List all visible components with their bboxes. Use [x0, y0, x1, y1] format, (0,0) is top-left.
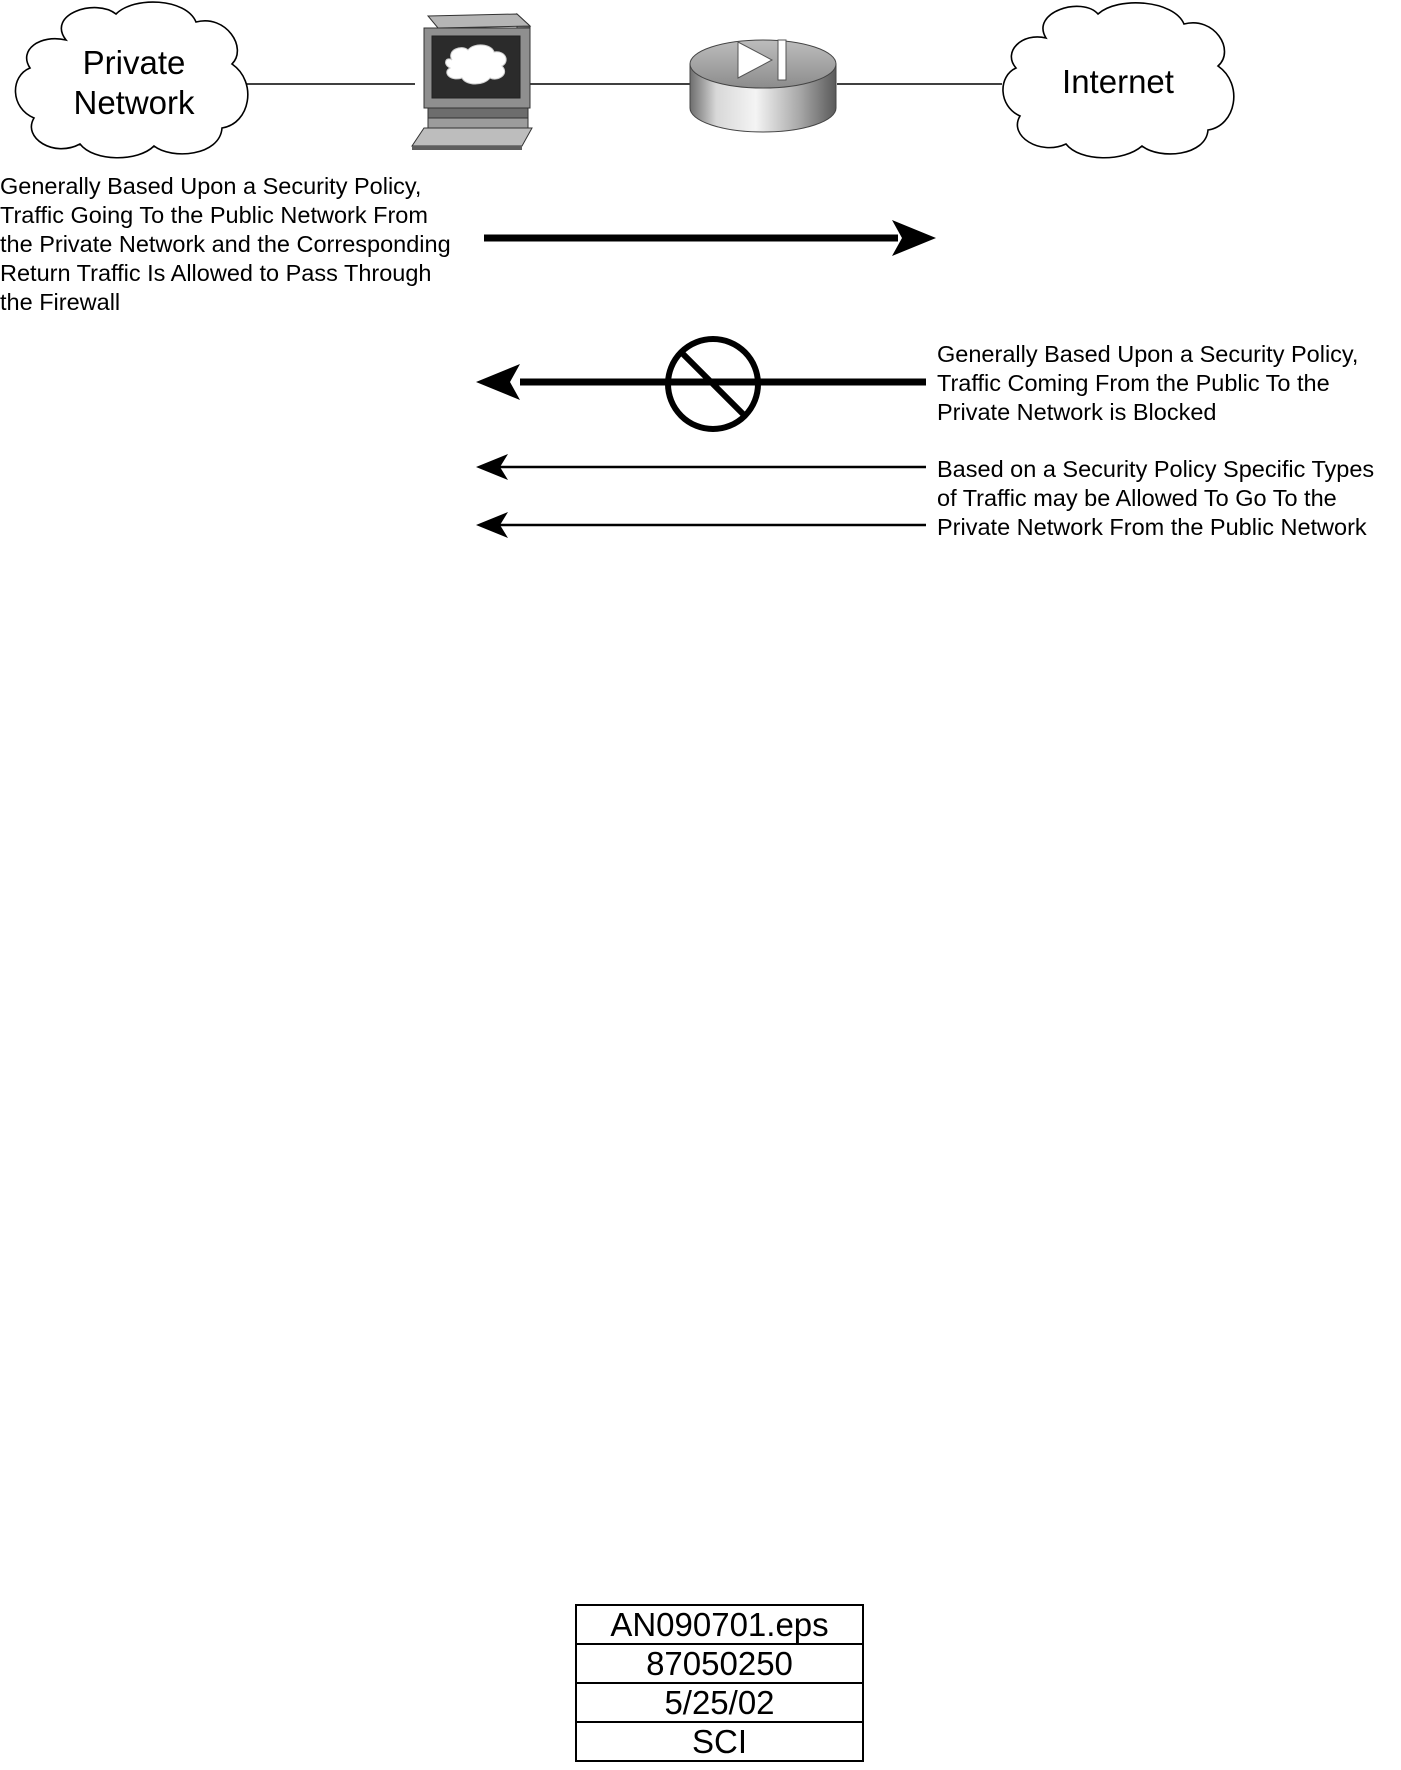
- blocked-description: [937, 340, 1358, 427]
- blocked-description-line: Traffic Coming From the Public To the: [937, 370, 1330, 396]
- allowed-inbound-description: [937, 455, 1374, 542]
- file-label-number: 87050250: [577, 1645, 862, 1684]
- file-label-date: 5/25/02: [577, 1684, 862, 1723]
- internet-label: Internet: [1062, 63, 1174, 100]
- outbound-description: [0, 172, 451, 317]
- allowed-description-line: of Traffic may be Allowed To Go To the: [937, 485, 1337, 511]
- outbound-description-line: Generally Based Upon a Security Policy,: [0, 173, 422, 199]
- allowed-description-line: Private Network From the Public Network: [937, 514, 1367, 540]
- inbound-allowed-arrow-1: [476, 454, 926, 480]
- file-label-filename: AN090701.eps: [577, 1606, 862, 1645]
- allowed-description-line: Based on a Security Policy Specific Types: [937, 456, 1375, 482]
- private-network-label-line2: Network: [73, 84, 195, 121]
- blocked-description-line: Generally Based Upon a Security Policy,: [937, 341, 1359, 367]
- outbound-description-line: Traffic Going To the Public Network From: [0, 202, 428, 228]
- outbound-description-line: Return Traffic Is Allowed to Pass Through: [0, 260, 432, 286]
- inbound-allowed-arrow-2: [476, 512, 926, 538]
- blocked-description-line: Private Network is Blocked: [937, 399, 1217, 425]
- internet-cloud: [1003, 3, 1234, 158]
- outbound-allowed-arrow: [484, 220, 936, 256]
- outbound-description-line: the Private Network and the Corresponding: [0, 231, 451, 257]
- outbound-description-line: the Firewall: [0, 289, 121, 315]
- file-label-code: SCI: [691, 1723, 747, 1760]
- private-network-label-line1: Private: [82, 44, 186, 81]
- private-network-cloud: [15, 2, 247, 158]
- router-icon: [690, 40, 836, 132]
- workstation-icon: [412, 14, 532, 150]
- file-label-box: [575, 1604, 864, 1762]
